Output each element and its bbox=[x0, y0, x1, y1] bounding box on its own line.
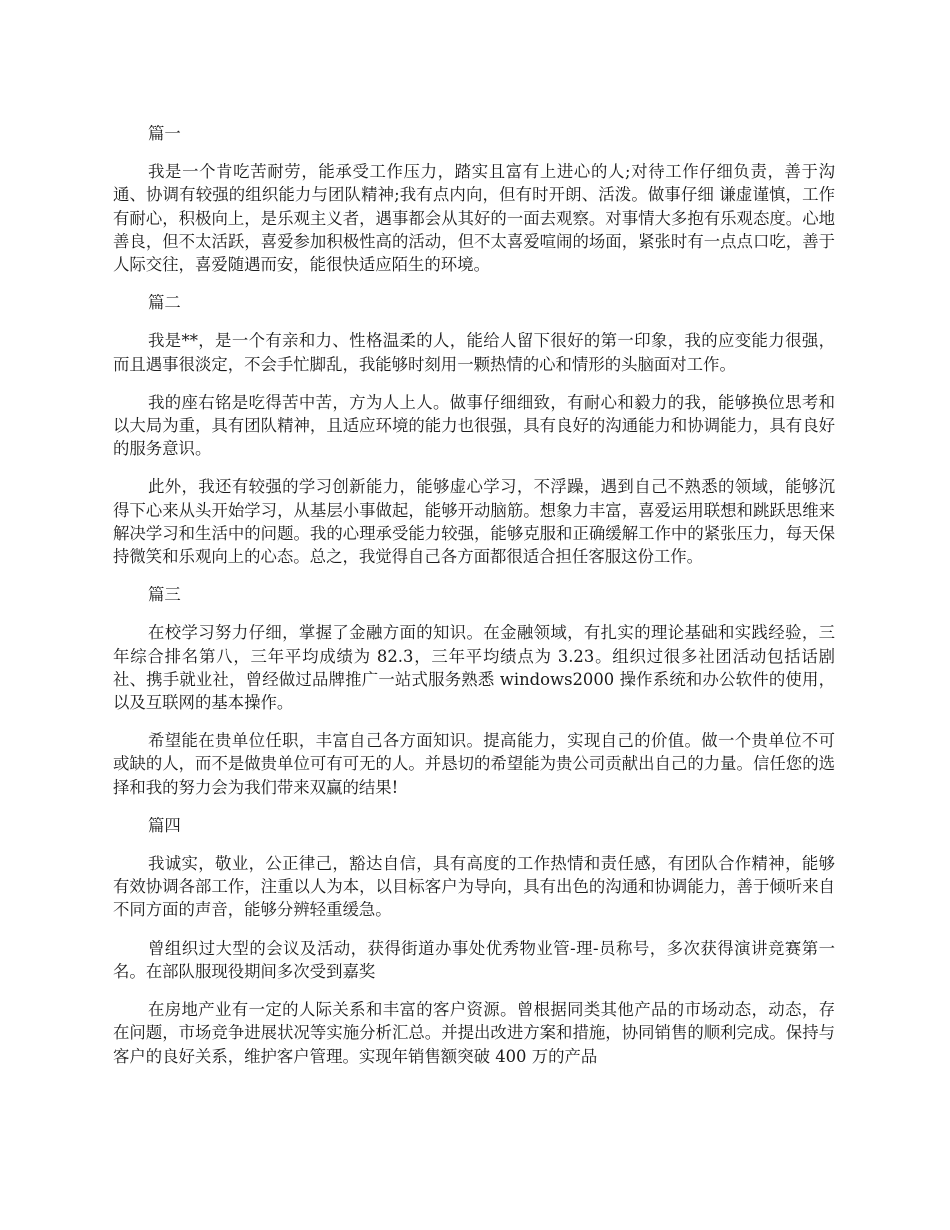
paragraph: 在校学习努力仔细，掌握了金融方面的知识。在金融领域，有扎实的理论基础和实践经验，三年综合排名第八，三年平均成绩为 82.3，三年平均绩点为 3.23。组织过很多社团活动包括话剧社、携手就业社，曾经做过品牌推广一站式服务熟悉 windows2000 操作系统和办公软件的使用，以及互联网的基本操作。 bbox=[113, 623, 835, 713]
paragraph: 我是**，是一个有亲和力、性格温柔的人，能给人留下很好的第一印象，我的应变能力很强，而且遇事很淡定，不会手忙脚乱，我能够时刻用一颗热情的心和情形的头脑面对工作。 bbox=[113, 331, 835, 374]
section-heading: 篇三 bbox=[148, 585, 181, 605]
paragraph: 曾组织过大型的会议及活动，获得街道办事处优秀物业管-理-员称号，多次获得演讲竞赛第一名。在部队服现役期间多次受到嘉奖 bbox=[113, 938, 835, 981]
paragraph: 我的座右铭是吃得苦中苦，方为人上人。做事仔细细致，有耐心和毅力的我，能够换位思考和以大局为重，具有团队精神，且适应环境的能力也很强，具有良好的沟通能力和协调能力，具有良好的服务意识。 bbox=[113, 392, 835, 459]
section-3 bbox=[113, 583, 835, 799]
paragraph: 此外，我还有较强的学习创新能力，能够虚心学习，不浮躁，遇到自己不熟悉的领域，能够沉得下心来从头开始学习，从基层小事做起，能够开动脑筋。想象力丰富，喜爱运用联想和跳跃思维来解决学习和生活中的问题。我的心理承受能力较强，能够克服和正确缓解工作中的紧张压力，每天保持微笑和乐观向上的心态。总之，我觉得自己各方面都很适合担任客服这份工作。 bbox=[113, 477, 835, 567]
section-2 bbox=[113, 291, 835, 568]
document-page bbox=[113, 122, 835, 1083]
section-1 bbox=[113, 122, 835, 276]
paragraph: 我诚实，敬业，公正律己，豁达自信，具有高度的工作热情和责任感，有团队合作精神，能够有效协调各部工作，注重以人为本，以目标客户为导向，具有出色的沟通和协调能力，善于倾听来自不同方面的声音，能够分辨轻重缓急。 bbox=[113, 854, 835, 920]
paragraph: 在房地产业有一定的人际关系和丰富的客户资源。曾根据同类其他产品的市场动态，动态，存在问题，市场竞争进展状况等实施分析汇总。并提出改进方案和措施，协同销售的顺利完成。保持与客户的良好关系，维护客户管理。实现年销售额突破 400 万的产品 bbox=[113, 1000, 835, 1066]
section-4 bbox=[113, 814, 835, 1068]
paragraph: 我是一个肯吃苦耐劳，能承受工作压力，踏实且富有上进心的人;对待工作仔细负责，善于沟通、协调有较强的组织能力与团队精神;我有点内向，但有时开朗、活泼。做事仔细 谦虚谨慎，工作有耐心，积极向上，是乐观主义者，遇事都会从其好的一面去观察。对事情大多抱有乐观态度。心地善良，但不太活跃，喜爱参加积极性高的活动，但不太喜爱喧闹的场面，紧张时有一点点口吃，善于人际交往，喜爱随遇而安，能很快适应陌生的环境。 bbox=[113, 162, 835, 275]
section-heading: 篇一 bbox=[148, 124, 181, 143]
section-heading: 篇四 bbox=[148, 815, 181, 835]
section-heading: 篇二 bbox=[148, 293, 181, 313]
paragraph: 希望能在贵单位任职，丰富自己各方面知识。提高能力，实现自己的价值。做一个贵单位不可或缺的人，而不是做贵单位可有可无的人。并恳切的希望能为贵公司贡献出自己的力量。信任您的选择和我的努力会为我们带来双赢的结果! bbox=[113, 731, 835, 797]
